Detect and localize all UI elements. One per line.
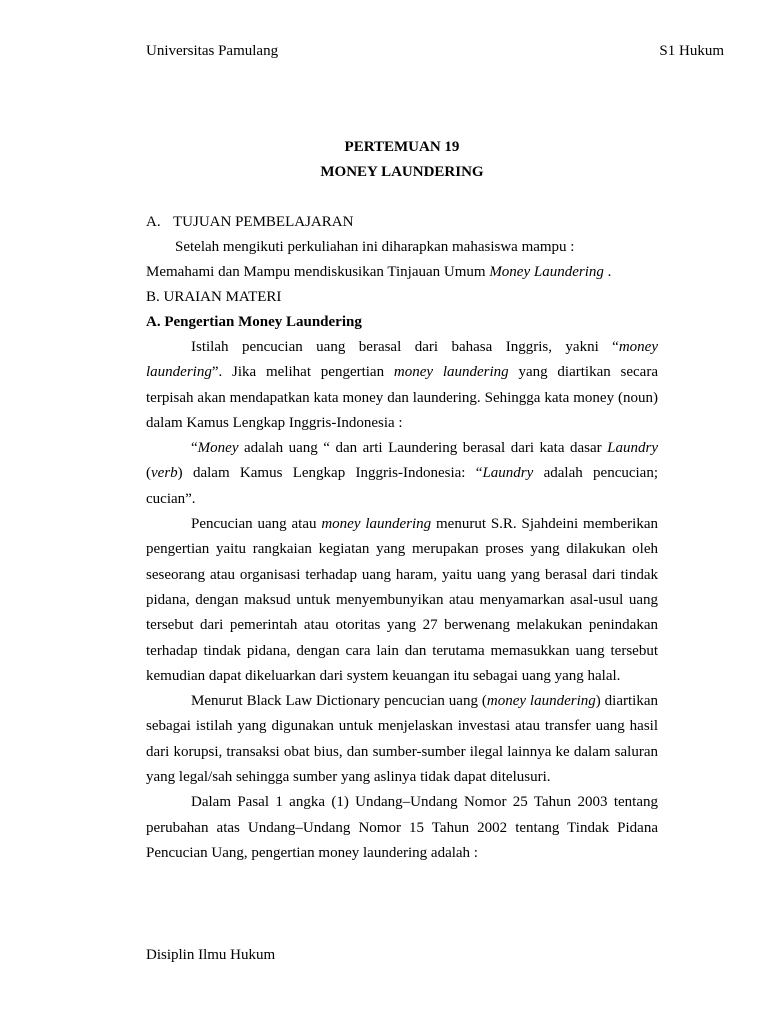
section-b-heading: B. URAIAN MATERI [146,289,282,305]
p2-italic-1: Money [197,440,239,457]
spacer [146,185,658,210]
p3-text-1: Pencucian uang atau [191,516,322,533]
p2-italic-4: Laundry [482,465,534,482]
p1-text-1: Istilah pencucian uang berasal dari bahasa Inggris, yakni “ [191,339,619,355]
p4-text-1: Menurut Black Law Dictionary pencucian uang ( [191,693,487,710]
p1-italic-1: money laundering [146,339,658,381]
p4-text-2: ) diartikan sebagai istilah yang digunakan untuk menjelaskan investasi atau transfer uang hasil dari korupsi, transaksi obat bius, dan sumber-sumber ilegal lainnya ke dalam saluran yang legal/sah sehingga sumber yang aslinya tidak dapat ditelusuri. [146,693,658,786]
paragraph-3 [146,512,658,689]
page-content [146,135,658,866]
section-a-title: TUJUAN PEMBELAJARAN [173,214,354,230]
header-right: S1 Hukum [659,43,724,59]
p5-text-1: Dalam Pasal 1 angka (1) Undang–Undang Nomor 25 Tahun 2003 tentang perubahan atas Undang–Undang Nomor 15 Tahun 2002 tentang Tindak Pidana Pencucian Uang, pengertian money laundering adalah : [146,794,658,861]
p2-italic-3: verb [151,465,178,482]
objective-end: . [603,264,612,280]
paragraph-4 [146,689,658,790]
p4-italic-1: money laundering [486,693,596,710]
header-left: Universitas Pamulang [146,43,279,59]
p2-italic-2: Laundry [607,440,658,457]
p2-text-4: ) dalam Kamus Lengkap Inggris-Indonesia: “ [177,465,483,482]
p1-italic-2: money laundering [393,364,509,381]
p2-text-5: adalah pencucian; cucian”. [146,465,658,507]
section-a-label: A. [146,214,161,230]
p1-text-3: yang diartikan secara terpisah akan mendapatkan kata money dan laundering. Sehingga kata money (noun) dalam Kamus Lengkap Inggris-Indonesia : [146,364,658,431]
section-a-objective [146,260,658,285]
p1-text-2: ”. Jika melihat pengertian [211,364,394,381]
p3-text-2: menurut S.R. Sjahdeini memberikan pengertian yaitu rangkaian kegiatan yang merupakan proses yang dilakukan oleh seseorang atau organisasi terhadap uang haram, yaitu uang yang berasal dari tindak pidana, dengan maksud untuk menyembunyikan atau menyamarkan asal-usul uang tersebut dari pemerintah atau otoritas yang 27 berwenang melakukan penindakan terhadap tindak pidana, dengan cara lain dan terutama memasukkan uang tersebut kemudian dapat dikeluarkan dari system keuangan itu sebagai uang yang halal. [146,516,659,684]
p2-text-2: adalah uang “ dan arti Laundering berasal dari kata dasar [238,440,608,457]
p3-italic-1: money laundering [321,516,432,533]
p2-text-1: “ [191,440,198,457]
section-a-intro: Setelah mengikuti perkuliahan ini diharapkan mahasiswa mampu : [175,239,575,255]
title-line-2: MONEY LAUNDERING [320,164,484,180]
title-line-1: PERTEMUAN 19 [344,139,460,155]
paragraph-1 [146,335,658,436]
p2-text-3: ( [146,465,151,482]
section-b-subheading: A. Pengertian Money Laundering [146,314,362,330]
paragraph-5 [146,790,658,866]
objective-italic: Money Laundering [489,264,604,280]
paragraph-2 [146,436,658,512]
section-a-heading [146,210,658,235]
objective-text: Memahami dan Mampu mendiskusikan Tinjauan Umum [146,264,490,280]
footer-text: Disiplin Ilmu Hukum [146,947,276,963]
